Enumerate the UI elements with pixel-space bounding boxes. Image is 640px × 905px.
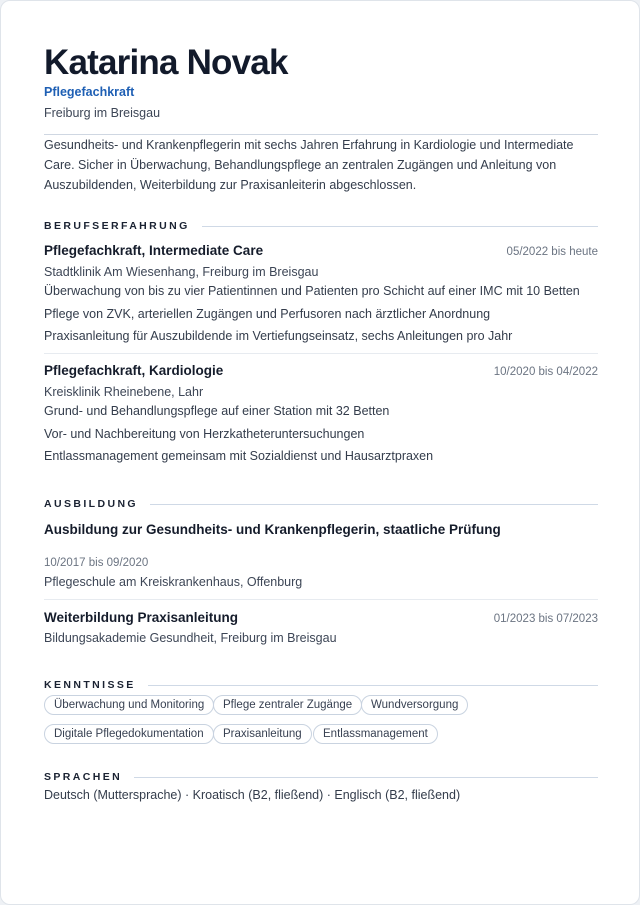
skill-chip: Digitale Pflegedokumentation (44, 724, 214, 744)
education-institution: Bildungsakademie Gesundheit, Freiburg im Breisgau (44, 631, 337, 645)
job-bullet: Grund- und Behandlungspflege auf einer Station mit 32 Betten (44, 404, 390, 418)
job-employer: Stadtklinik Am Wiesenhang, Freiburg im Breisgau (44, 265, 319, 279)
job-bullet: Entlassmanagement gemeinsam mit Sozialdienst und Hausarztpraxen (44, 449, 434, 463)
section-rule (134, 777, 598, 778)
entry-divider (44, 353, 598, 354)
education-title: Weiterbildung Praxisanleitung (44, 610, 239, 625)
skill-chip: Wundversorgung (361, 695, 468, 715)
job-bullet: Praxisanleitung für Auszubildende im Vertiefungseinsatz, sechs Anleitungen pro Jahr (44, 329, 513, 343)
languages-heading: SPRACHEN (44, 771, 123, 783)
education-dates: 01/2023 bis 07/2023 (493, 613, 598, 625)
job-dates: 05/2022 bis heute (506, 246, 598, 258)
section-rule (150, 504, 598, 505)
job-bullet: Überwachung von bis zu vier Patientinnen und Patienten pro Schicht auf einer IMC mit 10 Betten (44, 284, 580, 298)
job-dates: 10/2020 bis 04/2022 (493, 366, 598, 378)
skill-chip: Überwachung und Monitoring (44, 695, 214, 715)
skills-heading: KENNTNISSE (44, 679, 136, 691)
education-section-header (44, 497, 598, 511)
skill-chip: Praxisanleitung (213, 724, 312, 744)
skill-chip: Pflege zentraler Zugänge (213, 695, 362, 715)
section-rule (148, 685, 598, 686)
education-institution: Pflegeschule am Kreiskrankenhaus, Offenburg (44, 575, 303, 589)
skill-chip: Entlassmanagement (313, 724, 438, 744)
entry-divider (44, 599, 598, 600)
education-heading: AUSBILDUNG (44, 498, 138, 510)
job-employer: Kreisklinik Rheinebene, Lahr (44, 385, 204, 399)
education-title: Ausbildung zur Gesundheits- und Krankenpflegerin, staatliche Prüfung (44, 522, 501, 537)
candidate-name: Katarina Novak (44, 43, 288, 82)
experience-heading: BERUFSERFAHRUNG (44, 220, 190, 232)
languages-section-header (44, 770, 598, 784)
skills-section-header (44, 678, 598, 692)
profile-summary: Gesundheits- und Krankenpflegerin mit sechs Jahren Erfahrung in Kardiologie und Intermediate Care. Sicher in Überwachung, Behandlungspflege an zentralen Zugängen und Anleitung von Auszubildenden, Weiterbildung zur Praxisanleiterin abgeschlossen. (44, 138, 574, 192)
job-bullet: Vor- und Nachbereitung von Herzkatheteruntersuchungen (44, 427, 365, 441)
experience-section-header (44, 219, 598, 233)
languages-list: Deutsch (Muttersprache) · Kroatisch (B2, fließend) · Englisch (B2, fließend) (44, 788, 461, 802)
candidate-location: Freiburg im Breisgau (44, 106, 161, 120)
section-rule (202, 226, 598, 227)
job-bullet: Pflege von ZVK, arteriellen Zugängen und Perfusoren nach ärztlicher Anordnung (44, 307, 491, 321)
job-title: Pflegefachkraft, Kardiologie (44, 363, 224, 378)
job-title: Pflegefachkraft, Intermediate Care (44, 243, 264, 258)
candidate-role: Pflegefachkraft (44, 85, 135, 99)
education-dates: 10/2017 bis 09/2020 (44, 557, 149, 569)
